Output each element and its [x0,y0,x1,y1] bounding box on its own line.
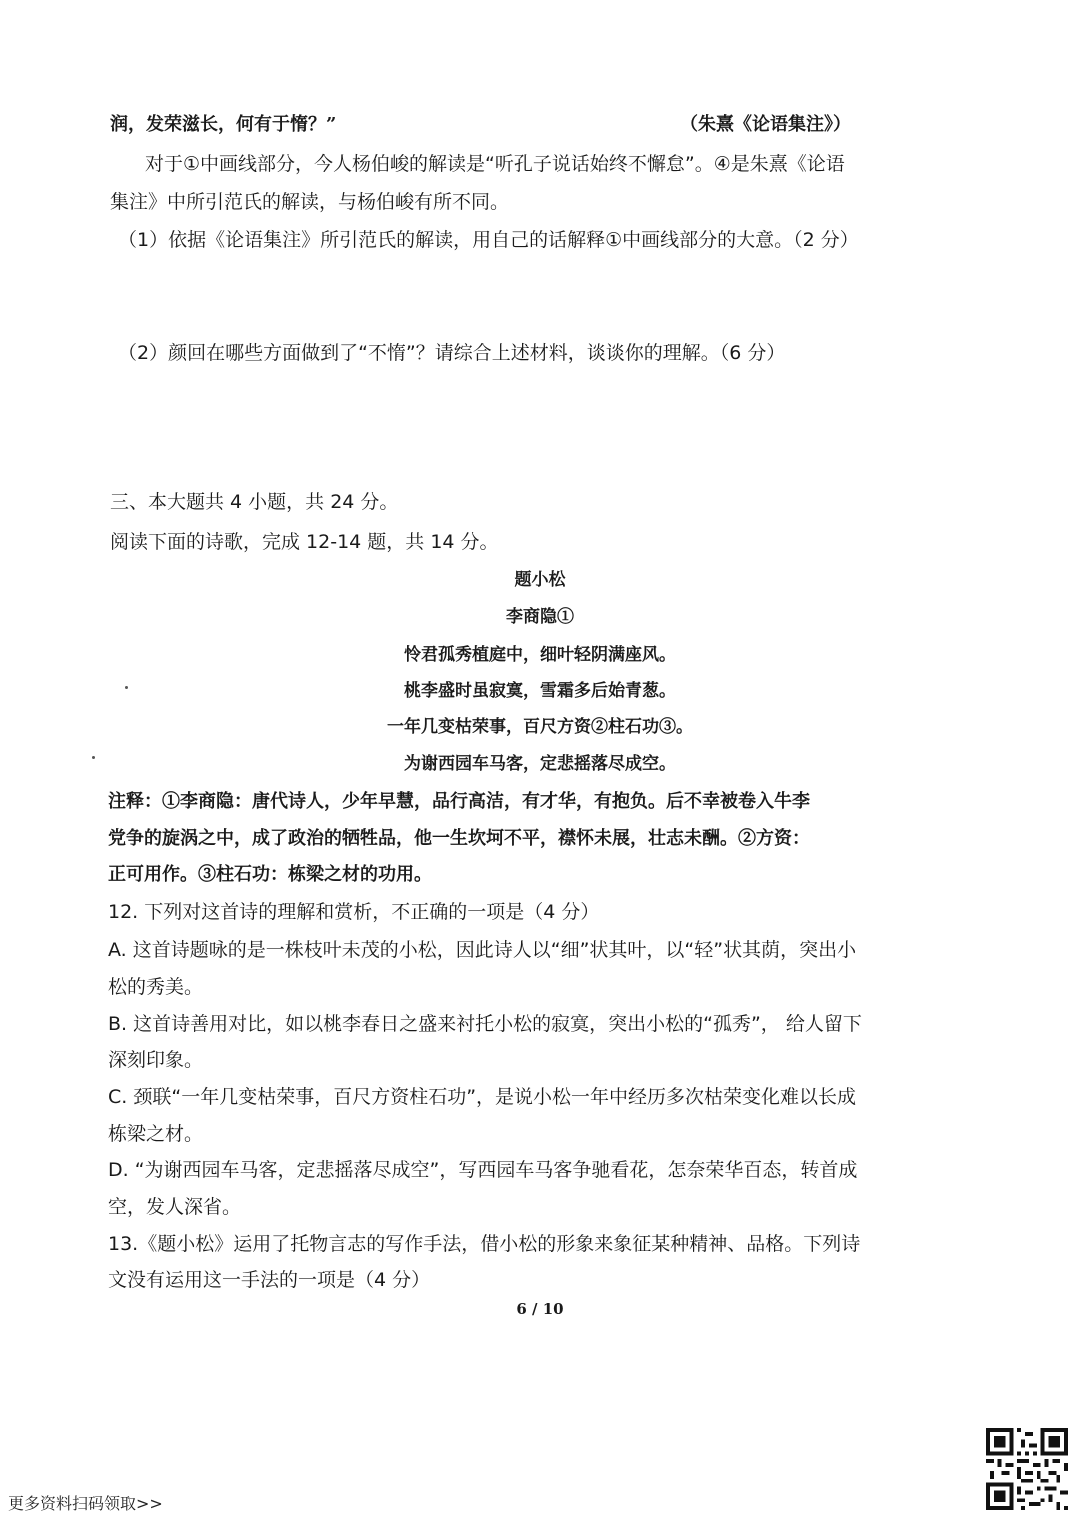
question-11-2: （2）颜回在哪些方面做到了“不惰”？请综合上述材料，谈谈你的理解。（6 分） [118,342,786,364]
q12-option-b-line-1: B. 这首诗善用对比，如以桃李春日之盛来衬托小松的寂寞，突出小松的“孤秀”， 给人留下 [108,1013,862,1035]
intro-line-1: 对于①中画线部分，今人杨伯峻的解读是“听孔子说话始终不懈怠”。④是朱熹《论语 [145,153,845,175]
poem-line-4: 为谢西园车马客，定悲摇落尽成空。 [404,754,676,774]
question-13-line-1: 13.《题小松》运用了托物言志的写作手法，借小松的形象来象征某种精神、品格。下列诗 [108,1233,861,1255]
qr-code-icon[interactable] [986,1428,1068,1510]
poem-author: 李商隐① [506,607,574,627]
q12-option-c-line-1: C. 颈联“一年几变枯荣事，百尺方资柱石功”，是说小松一年中经历多次枯荣变化难以长成 [108,1086,857,1108]
note-line-2: 党争的旋涡之中，成了政治的牺牲品，他一生坎坷不平，襟怀未展，壮志未酬。②方资： [108,828,810,849]
note-line-3: 正可用作。③柱石功：栋梁之材的功用。 [108,864,432,885]
footer-scan-prompt[interactable]: 更多资料扫码领取>> [8,1494,163,1513]
q12-option-d-line-1: D. “为谢西园车马客，定悲摇落尽成空”，写西园车马客争驰看花，怎奈荣华百态，转首成 [108,1159,858,1181]
poem-title: 题小松 [514,570,566,590]
section-instruction: 阅读下面的诗歌，完成 12-14 题，共 14 分。 [110,531,499,553]
scan-speck [125,686,128,689]
scan-speck [92,756,95,759]
question-13-line-2: 文没有运用这一手法的一项是（4 分） [108,1269,431,1291]
q12-option-a-line-1: A. 这首诗题咏的是一株枝叶未茂的小松，因此诗人以“细”状其叶，以“轻”状其荫，突出小 [108,939,857,961]
question-11-1: （1）依据《论语集注》所引范氏的解读，用自己的话解释①中画线部分的大意。（2 分） [118,229,859,251]
poem-line-1: 怜君孤秀植庭中，细叶轻阴满座风。 [404,645,676,665]
source-citation: （朱熹《论语集注》） [680,114,851,135]
q12-option-a-line-2: 松的秀美。 [108,976,204,998]
poem-line-3: 一年几变枯荣事，百尺方资②柱石功③。 [387,717,693,737]
q12-option-c-line-2: 栋梁之材。 [108,1123,204,1145]
q12-option-b-line-2: 深刻印象。 [108,1049,204,1071]
section-heading: 三、本大题共 4 小题，共 24 分。 [110,491,399,513]
note-line-1: 注释：①李商隐：唐代诗人，少年早慧，品行高洁，有才华，有抱负。后不幸被卷入牛李 [108,791,810,812]
intro-line-2: 集注》中所引范氏的解读，与杨伯峻有所不同。 [110,191,510,213]
q12-option-d-line-2: 空，发人深省。 [108,1196,242,1218]
poem-line-2: 桃李盛时虽寂寞，雪霜多后始青葱。 [404,681,676,701]
quote-end-line: 润，发荣滋长，何有于惰？” [110,114,337,135]
page-number: 6 / 10 [516,1300,564,1318]
question-12-stem: 12. 下列对这首诗的理解和赏析，不正确的一项是（4 分） [108,901,600,923]
